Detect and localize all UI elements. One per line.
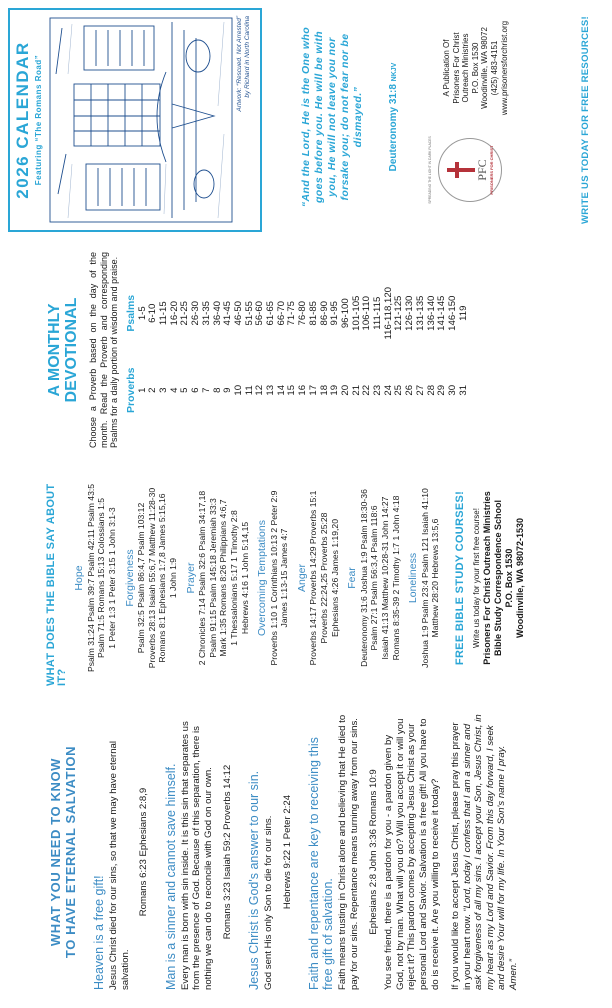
bible-topics-panel: [0, 460, 612, 696]
logo-subtext: PRISONERS FOR CHRIST: [489, 145, 494, 195]
table-row: [416, 273, 427, 427]
psalms-range-cell: 31-35: [200, 300, 212, 326]
topic-references: 1 John 1:9: [167, 557, 178, 599]
proverbs-column-header: Proverbs: [124, 367, 137, 413]
topics-list: [74, 470, 441, 686]
prayer-text: “Lord, today I confess that I am a sinner and ask forgiveness of all my sins. I accept your Son, Jesus Christ, in my heart as my Lord and Savior. From this day forward, I seek and desire Your will for my life. In Your Son's name I pray. Amen.”: [461, 714, 520, 990]
logo-text: PFC: [475, 159, 489, 181]
cover-strip: [0, 0, 612, 240]
psalms-range-cell: 86-90: [318, 300, 330, 326]
psalms-range-cell: 106-110: [361, 295, 373, 331]
psalms-range-cell: 116-118,120: [382, 287, 394, 340]
psalms-range-cell: 6-10: [147, 303, 159, 323]
scripture-reference: [388, 22, 399, 212]
devotional-intro: Choose a Proverb based on the day of the month. Read the Proverb and corresponding Psalms for a daily portion of wisdom and praise.: [88, 252, 120, 448]
school-address: [482, 470, 526, 686]
topic-references: Deuteronomy 31:6 Joshua 1:9 Psalm 18:30-36: [358, 489, 369, 667]
faith-repentance-verses: Ephesians 2:8 John 3:36 Romans 10:9: [367, 769, 379, 935]
proverb-day-cell: 18: [318, 384, 330, 396]
proverb-day-cell: 14: [275, 384, 287, 396]
topic-references: Psalm 31:24 Psalm 39:7 Psalm 42:11 Psalm 43:5: [85, 483, 96, 673]
table-row: [138, 273, 149, 427]
salvation-panel: [0, 696, 612, 1008]
psalms-range-cell: 41-45: [222, 300, 234, 326]
proverb-day-cell: 26: [404, 384, 416, 396]
proverb-day-cell: 11: [243, 385, 255, 396]
proverb-day-cell: 13: [265, 384, 277, 396]
psalms-range-cell: 146-150: [446, 295, 458, 331]
heading-faith-repentance: Faith and repentance are key to receiving this free gift of salvation.: [307, 737, 336, 990]
proverb-day-cell: 15: [286, 384, 298, 396]
gods-answer-text: God sent His only Son to die for our sins.: [263, 815, 275, 990]
free-course-invite: Write us today for your first free course!: [471, 508, 481, 648]
faith-repentance-text: Faith means trusting in Christ alone and believing that He died to pay for our sins. Repentance means turning away from our sins.: [337, 714, 360, 990]
psalms-range-cell: 21-25: [179, 300, 191, 326]
proverb-day-cell: 31: [457, 384, 469, 396]
psalms-range-cell: 141-145: [436, 295, 448, 331]
table-row: [170, 273, 181, 427]
proverb-day-cell: 3: [157, 387, 169, 393]
artwork-artist-credit: by Richard in North Carolina: [244, 16, 251, 98]
topic-heading: Loneliness: [407, 552, 420, 604]
scripture-verse: “And the Lord, He is the One who goes before you. He will be with you, He will not leave you nor forsake you; do not fear nor be dismayed.”: [300, 26, 364, 208]
pub-line: Outreach Ministries: [461, 33, 471, 103]
topic-heading: Overcoming Temptations: [256, 520, 269, 636]
prayer-intro: If you would like to accept Jesus Christ, please pray this prayer in your heart now.: [450, 722, 473, 990]
free-gift-verses: Romans 6:23 Ephesians 2:8,9: [138, 787, 150, 917]
address-line: P.O. Box 1530: [504, 548, 515, 608]
heading-gods-answer: Jesus Christ is God's answer to our sin.: [247, 770, 262, 990]
proverb-day-cell: 8: [211, 387, 223, 393]
proverb-day-cell: 17: [307, 384, 319, 396]
table-row: [223, 273, 234, 427]
heading-sinner: Man is a sinner and cannot save himself.: [163, 763, 178, 990]
address-line: Bible Study Correspondence School: [493, 499, 504, 657]
pub-line: Prisoners For Christ: [451, 32, 461, 104]
table-row: [448, 273, 459, 427]
table-row: [191, 273, 202, 427]
table-row: [266, 273, 277, 427]
pub-line: P.O. Box 1530: [470, 42, 480, 94]
table-row: [330, 273, 341, 427]
proverb-day-cell: 22: [361, 384, 373, 396]
topic-references: Mark 1:35 Romans 8:26 Philippians 4:6,7: [218, 499, 229, 657]
address-line: Woodinville, WA 98072-1530: [515, 517, 526, 639]
bible-topics-title: WHAT DOES THE BIBLE SAY ABOUT IT?: [45, 483, 68, 686]
proverb-day-cell: 20: [339, 384, 351, 396]
topic-references: Proverbs 28:13 Isaiah 55:6,7 Matthew 11:28-30: [146, 487, 157, 669]
psalms-range-cell: 81-85: [307, 300, 319, 326]
topic-references: Isaiah 41:13 Matthew 10:28-31 John 14:27: [380, 496, 391, 660]
topic-references: Romans 8:1 Ephesians 1:7,8 James 5:15,16: [157, 493, 168, 663]
calendar-subtitle: Featuring “The Romans Road”: [34, 54, 43, 186]
logo-ring-text: SPREADING THE LIGHT IN DARK PLACES: [428, 136, 432, 204]
proverb-day-cell: 12: [254, 384, 266, 396]
topic-heading: Hope: [73, 565, 86, 591]
free-gift-text: Jesus Christ died for our sins, so that we may have eternal salvation.: [108, 740, 131, 990]
pub-line: www.prisonersforchrist.org: [499, 20, 509, 116]
table-row: [309, 273, 320, 427]
proverb-day-cell: 30: [446, 384, 458, 396]
artwork-title-credit: Artwork: “Rescued. Not Arrested”: [236, 16, 243, 112]
proverb-day-cell: 29: [436, 384, 448, 396]
proverb-day-cell: 16: [297, 384, 309, 396]
topic-references: Matthew 28:20 Hebrews 13:5,6: [430, 518, 441, 638]
topic-references: Proverbs 1:10 1 Corinthians 10:13 2 Peter 2:9: [268, 490, 279, 666]
logo-cross-icon: [447, 162, 475, 178]
topic-references: Hebrews 4:16 1 John 5:14,15: [239, 521, 250, 635]
artwork-caption: [236, 16, 252, 224]
pfc-logo: [438, 138, 502, 202]
proverb-day-cell: 21: [350, 384, 362, 396]
cover-footer: WRITE US TODAY FOR FREE RESOURCES!: [580, 16, 591, 224]
psalms-range-cell: 51-55: [243, 300, 255, 326]
sinner-text: Every man is born with sin inside. It is this sin that separates us from the presence of God. Because of this separation, there is nothing we can do to reconcile with God on our own.: [179, 721, 214, 990]
devotional-title-line2: DEVOTIONAL: [63, 297, 80, 403]
salvation-title-line1: WHAT YOU NEED TO KNOW: [48, 757, 63, 947]
psalms-range-cell: 11-15: [157, 301, 169, 326]
topic-heading: Anger: [295, 563, 308, 593]
artwork-drawing: [48, 16, 234, 224]
table-row: [287, 273, 298, 427]
psalms-range-cell: 121-125: [393, 295, 405, 331]
brochure-sheet: [0, 240, 612, 1008]
salvation-title: [48, 714, 78, 990]
psalms-range-cell: 36-40: [211, 300, 223, 326]
psalms-range-cell: 56-60: [254, 300, 266, 326]
psalms-range-cell: 131-135: [414, 295, 426, 331]
table-row: [202, 273, 213, 427]
topic-references: Romans 8:35-39 2 Timothy 1:7 1 John 4:18: [390, 495, 401, 661]
proverb-day-cell: 6: [190, 387, 202, 393]
proverb-day-cell: 28: [425, 384, 437, 396]
psalms-range-cell: 101-105: [350, 295, 362, 331]
psalms-range-cell: 126-130: [404, 295, 416, 331]
prayer-paragraph: [450, 714, 520, 990]
proverb-day-cell: 9: [222, 387, 234, 393]
topic-references: Psalm 71:5 Romans 15:13 Colossians 1:5: [96, 497, 107, 659]
psalms-range-cell: 71-75: [286, 300, 298, 326]
sinner-verses: Romans 3:23 Isaiah 59:2 Proverbs 14:12: [221, 764, 233, 940]
topic-references: Psalm 91:15 Psalm 145:18 Jeremiah 33:3: [207, 498, 218, 658]
proverb-day-cell: 24: [382, 384, 394, 396]
proverb-day-cell: 4: [168, 387, 180, 393]
topic-references: 1 Thessalonians 5:17 1 Timothy 2:8: [228, 510, 239, 646]
cover-visible: [0, 0, 612, 240]
devotional-table: [126, 273, 470, 427]
topic-references: Psalm 32:5 Psalm 86:4,7 Psalm 103:12: [136, 502, 147, 654]
psalms-column-header: Psalms: [124, 294, 137, 332]
topic-references: Ephesians 4:26 James 1:19,20: [329, 519, 340, 638]
psalms-range-cell: 26-30: [190, 300, 202, 326]
verse-ref: Deuteronomy 31:8: [388, 84, 399, 172]
psalms-range-cell: 136-140: [425, 295, 437, 331]
psalms-range-cell: 119: [457, 305, 469, 321]
psalms-range-cell: 91-95: [329, 300, 341, 326]
free-courses-title: FREE BIBLE STUDY COURSES!: [454, 490, 466, 666]
psalms-range-cell: 111-115: [372, 296, 384, 330]
table-row: [277, 273, 288, 427]
table-row: [255, 273, 266, 427]
table-row: [148, 273, 159, 427]
psalms-range-cell: 46-50: [232, 300, 244, 326]
topic-references: Psalm 27:1 Psalm 56:3,4 Psalm 118:6: [369, 505, 380, 651]
proverb-day-cell: 10: [232, 384, 244, 396]
psalms-range-cell: 66-70: [275, 300, 287, 326]
address-line: Prisoners For Christ Outreach Ministries: [482, 491, 493, 665]
psalms-range-cell: 61-65: [265, 300, 277, 326]
table-row: [245, 273, 256, 427]
proverb-day-cell: 2: [147, 387, 159, 393]
pub-line: A Publication Of: [442, 39, 451, 97]
proverb-day-cell: 19: [329, 384, 341, 396]
topic-references: James 1:13-15 James 4:7: [279, 528, 290, 628]
topic-references: Proverbs 22:24,25 Proverbs 25:28: [319, 512, 330, 644]
pub-line: Woodinville, WA 98072: [480, 27, 490, 109]
topic-references: Proverbs 14:17 Proverbs 14:29 Proverbs 15:1: [308, 490, 319, 666]
verse-version: NKJV: [391, 62, 398, 82]
proverb-day-cell: 7: [200, 387, 212, 393]
psalms-range-cell: 96-100: [339, 298, 351, 329]
devotional-title: [46, 252, 80, 448]
psalms-range-cell: 16-20: [168, 300, 180, 326]
devotional-title-line1: A MONTHLY: [46, 303, 63, 397]
table-row: [459, 273, 470, 427]
table-row: [180, 273, 191, 427]
topic-heading: Forgiveness: [123, 549, 136, 607]
table-row: [159, 273, 170, 427]
proverb-day-cell: 23: [372, 384, 384, 396]
topic-heading: Prayer: [184, 562, 197, 594]
psalms-range-cell: 76-80: [297, 300, 309, 326]
devotional-panel: [0, 240, 612, 460]
topic-references: 1 Peter 1:3 1 Peter 3:15 1 John 3:1-3: [106, 507, 117, 649]
psalms-range-cell: 1-5: [136, 306, 148, 321]
table-row: [320, 273, 331, 427]
topic-heading: Fear: [346, 567, 359, 589]
calendar-title: 2026 CALENDAR: [13, 41, 32, 199]
proverb-day-cell: 5: [179, 387, 191, 393]
table-row: [234, 273, 245, 427]
proverb-day-cell: 27: [414, 384, 426, 396]
pardon-text: You see friend, there is a pardon for you - a pardon given by God, not by man. What will you do? Will you accept it or will you reject it? This pardon comes by accepting Jesus Christ as your personal Lord and Savior. Salvation is a free gift! All you have to do is receive it. Are you willing to receive it today?: [383, 718, 441, 990]
gods-answer-verses: Hebrews 9:22 1 Peter 2:24: [281, 794, 293, 910]
topic-references: Joshua 1:9 Psalm 23:4 Psalm 121 Isaiah 41:10: [419, 488, 430, 668]
heading-free-gift: Heaven is a free gift!: [92, 875, 106, 990]
salvation-title-line2: TO HAVE ETERNAL SALVATION: [63, 745, 78, 959]
proverb-day-cell: 25: [393, 384, 405, 396]
publication-info: [442, 6, 509, 130]
table-row: [213, 273, 224, 427]
proverb-day-cell: 1: [136, 387, 148, 393]
topic-references: 2 Chronicles 7:14 Psalm 32:6 Psalm 34:17,18: [197, 490, 208, 666]
pub-line: (425) 483-4151: [489, 40, 499, 96]
table-row: [298, 273, 309, 427]
